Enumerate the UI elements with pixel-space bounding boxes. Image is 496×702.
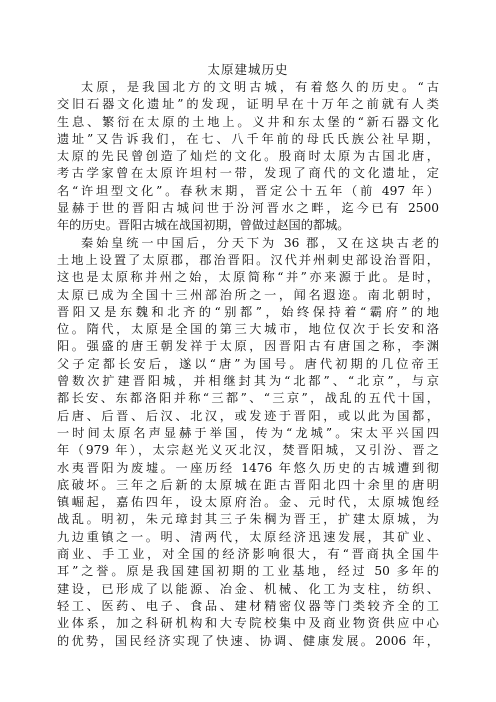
text-line: 年（979 年），太宗赵光义灭北汉，焚晋阳城，又引汾、晋之 (57, 443, 439, 458)
text-line: 的优势，国民经济实现了快速、协调、健康发展。2006 年， (57, 633, 439, 648)
text-line: 土地上设置了太原郡，郡治晋阳。汉代并州刺史部设治晋阳， (57, 252, 439, 267)
text-line: 位。隋代，太原是全国的第三大城市，地位仅次于长安和洛 (57, 322, 439, 337)
text-line: 年的历史。晋阳古城在战国初期，曾做过赵国的都城。 (57, 218, 350, 233)
text-line: 都长安、东都洛阳并称“三都”、“三京”，战乱的五代十国， (57, 391, 439, 406)
text-line: 耳”之誉。原是我国建国初期的工业基地，经过 50 多年的 (57, 564, 439, 579)
text-line: 一时间太原名声显赫于举国，传为“龙城”。宋太平兴国四 (57, 425, 439, 440)
text-line: 战乱。明初，朱元璋封其三子朱棡为晋王，扩建太原城，为 (57, 512, 439, 527)
text-line: 交旧石器文化遗址”的发现，证明早在十万年之前就有人类 (57, 97, 439, 112)
text-line: 业体系，加之科研机构和大专院校集中及商业物资供应中心 (57, 616, 439, 631)
text-line: 轻工、医药、电子、食品、建材精密仪器等门类较齐全的工 (57, 598, 439, 613)
text-line: 水夷晋阳为废墟。一座历经 1476 年悠久历史的古城遭到彻 (57, 460, 439, 475)
text-line: 建设，已形成了以能源、冶金、机械、化工为支柱，纺织、 (57, 581, 439, 596)
text-line: 曾数次扩建晋阳城，并相继封其为“北都”、“北京”，与京 (57, 374, 439, 389)
text-line: 太原已成为全国十三州部治所之一，闻名遐迩。南北朝时， (57, 287, 439, 302)
text-line: 遗址”又告诉我们，在七、八千年前的母氏氏族公社早期， (57, 131, 439, 146)
text-line: 阳。强盛的唐王朝发祥于太原，因晋阳古有唐国之称，李渊 (57, 339, 439, 354)
text-line: 生息、繁衍在太原的土地上。义井和东太堡的“新石器文化 (57, 114, 439, 129)
document-title: 太原建城历史 (207, 62, 289, 77)
text-line: 父子定都长安后，遂以“唐”为国号。唐代初期的几位帝王 (57, 356, 439, 371)
text-line: 考古学家曾在太原许坦村一带，发现了商代的文化遗址，定 (57, 166, 439, 181)
text-line: 后唐、后晋、后汉、北汉，或发迹于晋阳，或以此为国都， (57, 408, 439, 423)
text-line: 镇崛起，嘉佑四年，设太原府治。金、元时代，太原城饱经 (57, 495, 439, 510)
text-line: 这也是太原称并州之始，太原简称“并”亦来源于此。是时， (57, 270, 439, 285)
text-line: 晋阳又是东魏和北齐的“别都”，始终保持着“霸府”的地 (57, 304, 439, 319)
text-line: 秦始皇统一中国后，分天下为 36 郡，又在这块古老的 (81, 235, 439, 250)
text-line: 显赫于世的晋阳古城问世于汾河晋水之畔，迄今已有 2500 (57, 201, 439, 216)
text-line: 底破坏。三年之后新的太原城在距古晋阳北四十余里的唐明 (57, 477, 439, 492)
text-line: 太原，是我国北方的文明古城，有着悠久的历史。“古 (81, 80, 439, 94)
text-line: 太原的先民曾创造了灿烂的文化。殷商时太原为古国北唐， (57, 149, 439, 164)
text-line: 商业、手工业，对全国的经济影响很大，有“晋商执全国牛 (57, 547, 439, 562)
text-line: 九边重镇之一。明、清两代，太原经济迅速发展，其矿业、 (57, 529, 439, 544)
document-body (57, 79, 439, 650)
text-line: 名“许坦型文化”。春秋末期，晋定公十五年（前 497 年） (57, 183, 439, 198)
